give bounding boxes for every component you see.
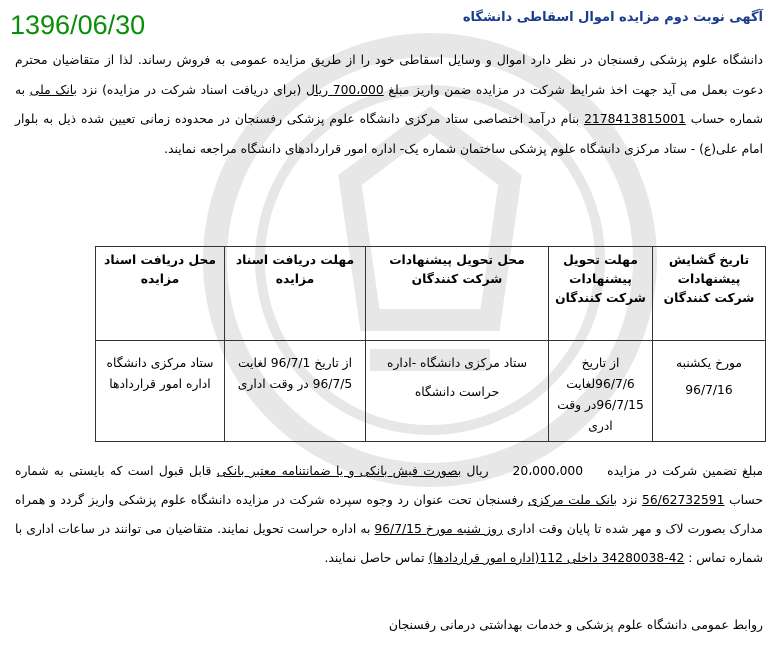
fee-amount: 700،000 ریال (306, 82, 384, 97)
cell-proposal-place: ستاد مرکزی دانشگاه -اداره حراست دانشگاه (366, 341, 549, 442)
account-number: 2178413815001 (584, 112, 686, 126)
header-docs-place: محل دریافت اسناد مزایده (96, 247, 225, 341)
table-header-row (96, 247, 766, 341)
footer-signature: روابط عمومی دانشگاه علوم پزشکی و خدمات بهداشتی درمانی رفسنجان (388, 618, 763, 632)
deposit-bank: بانک ملت مرکزی (527, 493, 618, 507)
publish-date: 1396/06/30 (10, 10, 146, 40)
delivery-deadline: روز شنبه مورخ 96/7/15 (374, 522, 503, 536)
header-opening-date: تاریخ گشایش پیشنهادات شرکت کنندگان (653, 247, 766, 341)
contact-phone: 42-34280038 داخلی 112(اداره امور قراردادها) (428, 551, 685, 565)
terms-paragraph: مبلغ تضمین شرکت در مزایده20،000،000ریال بصورت فیش بانکی و یا ضمانتنامه معتبر بانکی قابل قبول است که بایستی به شماره حساب 56/62732591 نزد بانک ملت مرکزی رفسنجان تحت عنوان رد وجوه سپرده شرکت در مزایده دانشگاه علوم پزشکی واریز گردد و همراه مدارک بصورت لاک و مهر شده تا پایان وقت اداری روز شنبه مورخ 96/7/15 به اداره حراست تحویل نمایند. متقاضیان می توانند در ساعات اداری با شماره تماس : 42-34280038 داخلی 112(اداره امور قراردادها) تماس حاصل نمایند. (15, 464, 764, 565)
page-title: آگهی نوبت دوم مزایده اموال اسقاطی دانشگاه (462, 10, 763, 25)
cell-opening-date: مورخ یکشنبه 96/7/16 (653, 341, 766, 442)
cell-docs-place: ستاد مرکزی دانشگاه اداره امور قراردادها (96, 341, 225, 442)
header-docs-deadline: مهلت دریافت اسناد مزایده (225, 247, 366, 341)
auction-schedule-table (95, 246, 766, 442)
header-proposal-deadline: مهلت تحویل پیشنهادات شرکت کنندگان (549, 247, 653, 341)
table-row (96, 341, 766, 442)
deposit-account: 56/62732591 (642, 493, 725, 507)
guarantee-amount: 20،000،000 (512, 464, 584, 478)
header-proposal-place: محل تحویل پیشنهادات شرکت کنندگان (366, 247, 549, 341)
cell-docs-deadline: از تاریخ 96/7/1 لغایت 96/7/5 در وقت اداری (225, 341, 366, 442)
intro-paragraph: دانشگاه علوم پزشکی رفسنجان در نظر دارد اموال و وسایل اسقاطی خود را از طریق مزایده عمومی به فروش رساند. لذا از متقاضیان محترم دعوت بعمل می آید جهت اخذ شرایط شرکت در مزایده ضمن واریز مبلغ 700،000 ریال (برای دریافت اسناد شرکت در مزایده) نزد بانک ملی به شماره حساب 2178413815001 بنام درآمد اختصاصی ستاد مرکزی دانشگاه علوم پزشکی رفسنجان در محدوده زمانی تعیین شده ذیل به بلوار امام علی(ع) - ستاد مرکزی دانشگاه علوم پزشکی ساختمان شماره یک- اداره امور قراردادهای دانشگاه مراجعه نمایند. (15, 53, 763, 156)
guarantee-form: بصورت فیش بانکی و یا ضمانتنامه معتبر بانکی (216, 464, 462, 478)
bank-name: بانک ملی (29, 82, 77, 97)
cell-proposal-deadline: از تاریخ 96/7/6لغایت 96/7/15در وقت ادری (549, 341, 653, 442)
